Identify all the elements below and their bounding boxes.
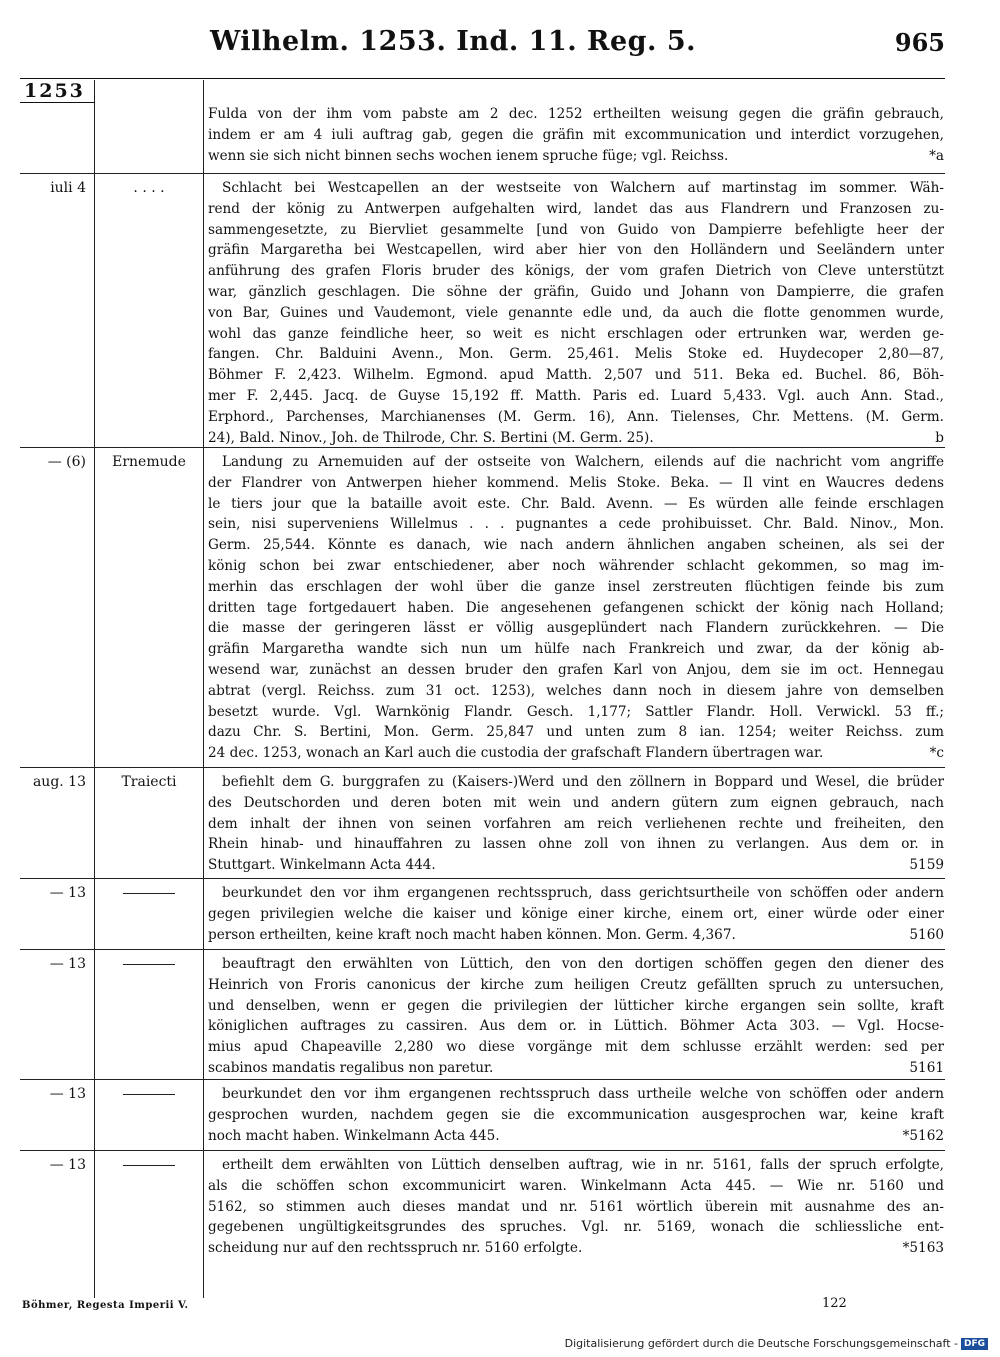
entry-separator (20, 1150, 945, 1151)
text-line (208, 855, 944, 876)
text-line: ertheilt dem erwählten von Lüttich denselben auftrag, wie in nr. 5161, falls der spruch erfolgte, (222, 1157, 944, 1173)
entry-number: *a (929, 147, 944, 164)
text-line: sein, nisi superveniens Willelmus . . . pugnantes a cede prohibuisset. Chr. Bald. Ninov., Mon. (208, 516, 944, 533)
text-line-content: Stuttgart. Winkelmann Acta 444. (208, 857, 436, 874)
text-line: von Bar, Guines und Vaudemont, viele genannte edle und, da auch die flotte genommen wurde, (208, 304, 944, 321)
text-line-content: wenn sie sich nicht binnen sechs wochen ienem spruche füge; vgl. Reichss. (208, 147, 729, 164)
text-line: des Deutschorden und deren boten mit wein und andern gütern zum eignen gebrauch, nach (208, 794, 944, 811)
entry-text (208, 954, 944, 1079)
entry-separator (20, 878, 945, 879)
text-line: gräfin Margaretha wandte sich nun um hülfe nach Frankreich und zwar, da der könig ab- (208, 641, 944, 658)
text-line: dem inhalt der ihnen von seinen vorfahren am reich verliehenen rechte und freiheiten, den (208, 815, 944, 832)
text-line (208, 925, 944, 946)
entry-date: aug. 13 (32, 774, 86, 790)
entry-number: b (935, 429, 944, 446)
text-line: mius apud Chapeaville 2,280 wo diese vorgänge mit dem schlusse erzählt werden: sed per (208, 1039, 944, 1056)
text-line: Fulda von der ihm vom pabste am 2 dec. 1252 ertheilten weisung gegen die gräfin gebrauch, (208, 106, 944, 122)
text-line: Landung zu Arnemuiden auf der ostseite von Walchern, eilends auf die nachricht vom angriffe (222, 454, 944, 470)
footer-source: Böhmer, Regesta Imperii V. (22, 1300, 189, 1311)
text-line: war, gänzlich geschlagen. Die söhne der gräfin, Guido und Johann von Dampierre, die grafen (208, 283, 944, 300)
entry-separator (20, 949, 945, 950)
ditto-dash (123, 964, 175, 965)
text-line: gegebenen ungültigkeitsgrundes des spruches. Vgl. nr. 5169, wonach die schliessliche ent- (208, 1219, 944, 1236)
text-line: beurkundet den vor ihm ergangenen rechtsspruch dass urtheile welche von schöffen oder andern (222, 1086, 944, 1102)
entry-date: — 13 (49, 1086, 86, 1102)
text-line: als die schöffen schon excommunicirt waren. Winkelmann Acta 445. — Wie nr. 5160 und (208, 1177, 944, 1194)
entry-separator (20, 447, 945, 448)
entry-place (98, 1157, 200, 1173)
text-line: befiehlt dem G. burggrafen zu (Kaisers-)Werd und den zöllnern in Boppard und Wesel, die brüder (222, 774, 944, 790)
footer-credit (565, 1337, 988, 1350)
ditto-dash (123, 893, 175, 894)
text-line: Rhein hinab- und hinauffahren zu lassen ohne zoll von ihnen zu verlangen. Aus dem or. in (208, 836, 944, 853)
entry-text (208, 178, 944, 448)
text-line (208, 428, 944, 449)
text-line: mer F. 2,445. Jacq. de Guyse 15,192 ff. Matth. Paris ed. Luard 5,433. Vgl. auch Ann. Stad., (208, 387, 944, 404)
text-line: dritten tage fortgedauert haben. Die angesehenen gefangenen schickt der könig nach Holland; (208, 599, 944, 616)
entry-text (208, 772, 944, 876)
text-line: Erphord., Parchenses, Marchianenses (M. Germ. 16), Ann. Tielenses, Chr. Mettens. (M. Germ. (208, 408, 944, 425)
entry-place (98, 1086, 200, 1102)
entry-separator (20, 173, 945, 174)
entry-text (208, 883, 944, 945)
text-line: und denselben, wenn er gegen die privilegien der lütticher kirche ergangen sein sollte, kraft (208, 997, 944, 1014)
entry-number: *5162 (902, 1127, 944, 1144)
text-line (208, 1058, 944, 1079)
text-line-content: 24), Bald. Ninov., Joh. de Thilrode, Chr. S. Bertini (M. Germ. 25). (208, 429, 654, 446)
text-line: wesend war, zunächst an dessen bruder den grafen Karl von Anjou, dem sie im oct. Hennegau (208, 661, 944, 678)
ditto-dash (123, 1094, 175, 1095)
text-line: abtrat (vergl. Reichss. zum 31 oct. 1253), welches dann noch in diesem jahre von demselben (208, 682, 944, 699)
text-line: rend der könig zu Antwerpen aufgehalten wird, landet das aus Flandrern und Franzosen zu- (208, 200, 944, 217)
text-line: der Flandrer von Antwerpen hieher kommend. Melis Stoke. Beka. — Il vint en Waucres dedens (208, 474, 944, 491)
text-line (208, 146, 944, 167)
entry-place (98, 885, 200, 901)
text-line: königlichen auftrages zu cassiren. Aus dem or. in Lüttich. Böhmer Acta 303. — Vgl. Hocse- (208, 1018, 944, 1035)
entry-date: — 13 (49, 1157, 86, 1173)
entry-date: — (6) (47, 454, 86, 470)
entry-number: *5163 (902, 1240, 944, 1257)
year-label: 1253 (24, 80, 85, 102)
text-line: indem er am 4 iuli auftrag gab, gegen die gräfin mit excommunication und interdict vorzugehen, (208, 126, 944, 143)
text-line (208, 1238, 944, 1259)
year-rule (20, 102, 94, 103)
page-number: 965 (894, 28, 945, 57)
text-line-content: noch macht haben. Winkelmann Acta 445. (208, 1127, 500, 1144)
text-line (208, 743, 944, 764)
text-line: Germ. 25,544. Könnte es danach, wie nach andern ähnlichen angaben scheinen, als sei der (208, 537, 944, 554)
text-line: dazu Chr. S. Bertini, Mon. Germ. 25,847 und unten zum 8 ian. 1254; weiter Reichss. zum (208, 724, 944, 741)
text-line: könig schon bei zwar entschiedener, aber noch währender schlacht gekommen, so mag im- (208, 557, 944, 574)
text-line: die masse der geringeren lässt er völlig ausgeplündert nach Flandern zurückkehren. — Die (208, 620, 944, 637)
text-line: Böhmer F. 2,423. Wilhelm. Egmond. apud Matth. 2,507 und 511. Beka ed. Buchel. 86, Böh- (208, 367, 944, 384)
footer-signature: 122 (822, 1296, 847, 1311)
text-line (208, 1126, 944, 1147)
text-line-content: scabinos mandatis regalibus non paretur. (208, 1059, 494, 1076)
ditto-dash (123, 1165, 175, 1166)
entry-separator (20, 1079, 945, 1080)
text-line: wohl das ganze feindliche heer, so weit es nicht erschlagen oder ertrunken war, werden ge- (208, 325, 944, 342)
column-divider-date (94, 80, 95, 1298)
text-line: gegen privilegien welche die kaiser und könige einer kirche, einem ort, einer würde oder einer (208, 905, 944, 922)
text-line: merhin das erschlagen der wohl über die ganze insel zerstreuten flüchtigen feinde bis zum (208, 578, 944, 595)
entry-date: iuli 4 (50, 180, 86, 196)
entry-text (208, 1084, 944, 1146)
entry-place: Traiecti (121, 774, 177, 790)
entry-place (98, 956, 200, 972)
text-line: anführung des grafen Floris bruder des königs, der vom grafen Dietrich von Cleve unterstützt (208, 263, 944, 280)
entry-text (208, 104, 944, 166)
text-line: sammengesetzte, zu Biervliet gesammelte [und von Guido von Dampierre befehligte heer der (208, 221, 944, 238)
entry-text (208, 1155, 944, 1259)
entry-date: — 13 (49, 956, 86, 972)
dfg-logo: DFG (961, 1338, 988, 1350)
text-line-content: person ertheilten, keine kraft noch macht haben können. Mon. Germ. 4,367. (208, 926, 736, 943)
text-line: fangen. Chr. Balduini Avenn., Mon. Germ. 25,461. Melis Stoke ed. Huydecoper 2,80—87, (208, 346, 944, 363)
text-line: besetzt wurde. Vgl. Warnkönig Flandr. Gesch. 1,177; Sattler Flandr. Holl. Verwickl. 53 ff.; (208, 703, 944, 720)
text-line: gesprochen wurden, nachdem gegen sie die excommunication ausgesprochen war, keine kraft (208, 1106, 944, 1123)
entry-number: 5161 (909, 1059, 944, 1076)
entry-separator (20, 767, 945, 768)
text-line: le tiers jour que la bataille avoit este. Chr. Bald. Avenn. — Es würden alle feinde erschlagen (208, 495, 944, 512)
text-line: Heinrich von Froris canonicus der kirche zum heiligen Creutz gefällten spruch zu untersuchen, (208, 976, 944, 993)
text-line: gräfin Margaretha bei Westcapellen, wird aber hier von den Holländern und Seeländern unter (208, 242, 944, 259)
text-line: Schlacht bei Westcapellen an der westseite von Walchern auf martinstag im sommer. Wäh- (222, 180, 944, 196)
text-line: 5162, so stimmen auch dieses mandat und nr. 5161 wörtlich überein mit ausnahme des an- (208, 1198, 944, 1215)
column-divider-place (203, 80, 204, 1298)
header-rule (20, 78, 945, 79)
entry-number: 5159 (909, 857, 944, 874)
text-line: beauftragt den erwählten von Lüttich, den von den dortigen schöffen gegen den diener des (222, 956, 944, 972)
text-line-content: 24 dec. 1253, wonach an Karl auch die custodia der grafschaft Flandern übertragen war. (208, 745, 824, 762)
entry-number: 5160 (909, 926, 944, 943)
entry-place: . . . . (133, 180, 165, 196)
footer-credit-text: Digitalisierung gefördert durch die Deutsche Forschungsgemeinschaft - (564, 1337, 958, 1350)
page-title: Wilhelm. 1253. Ind. 11. Reg. 5. (210, 26, 697, 57)
entry-number: *c (929, 745, 944, 762)
entry-text (208, 452, 944, 764)
entry-date: — 13 (49, 885, 86, 901)
text-line: beurkundet den vor ihm ergangenen rechtsspruch, dass gerichtsurtheile von schöffen oder andern (222, 885, 944, 901)
entry-place: Ernemude (112, 454, 186, 470)
text-line-content: scheidung nur auf den rechtsspruch nr. 5160 erfolgte. (208, 1240, 583, 1257)
